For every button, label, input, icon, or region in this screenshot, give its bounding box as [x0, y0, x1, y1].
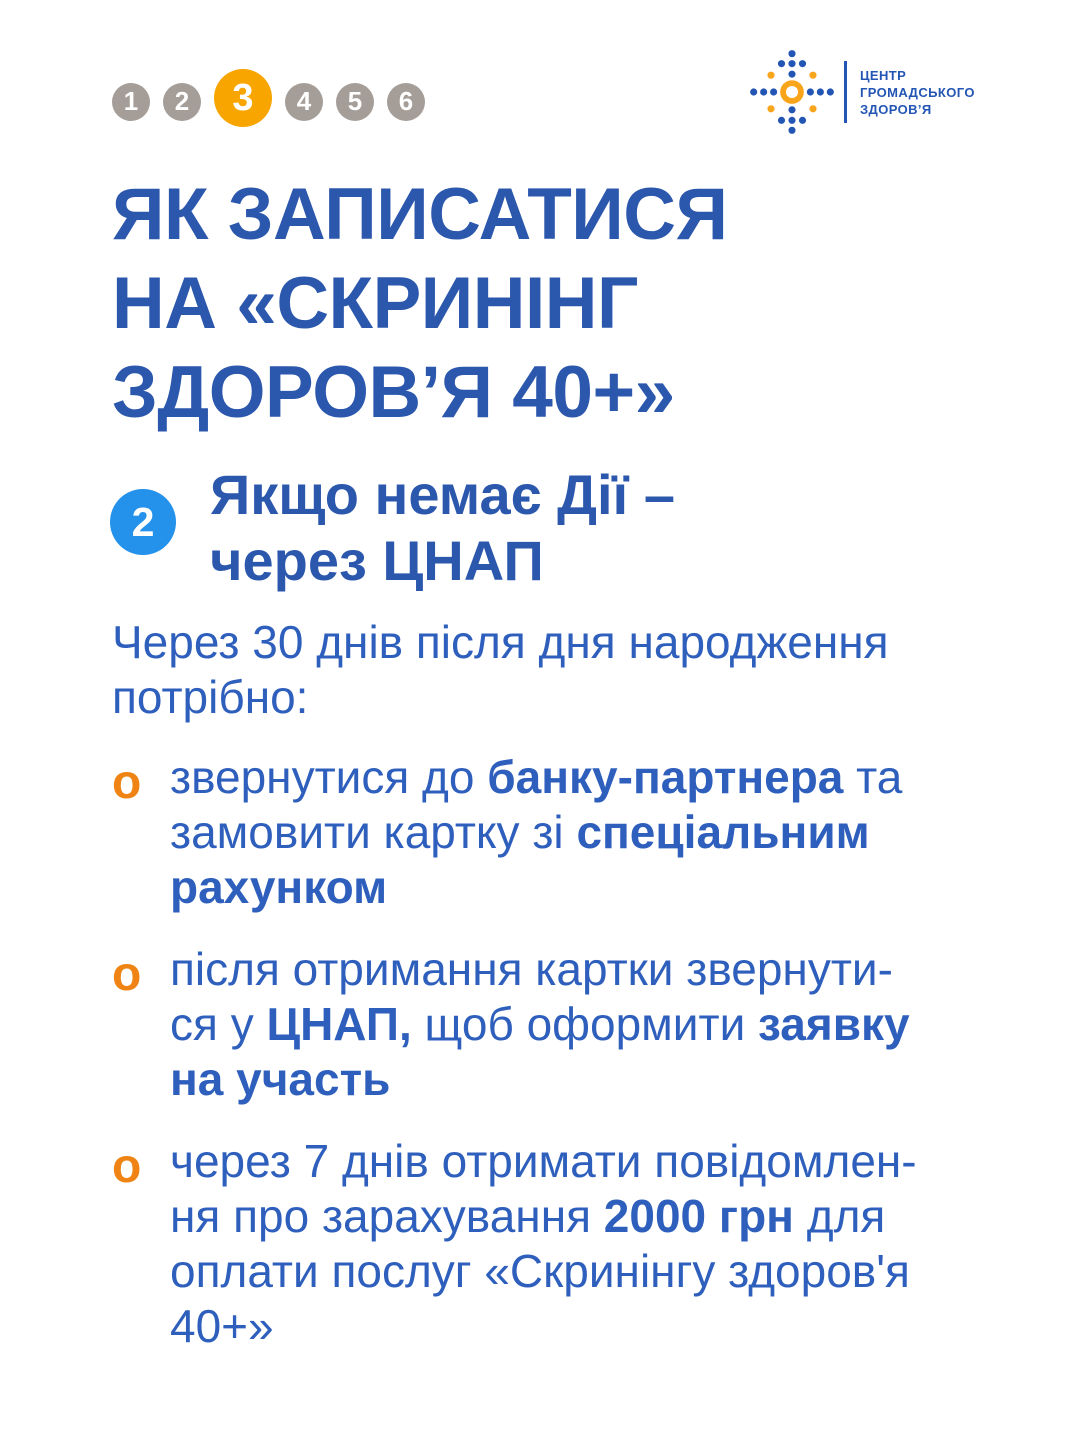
pagination-dot-1: 1: [112, 83, 150, 121]
bullet-item-3: [112, 1134, 917, 1354]
bullet-item-2: [112, 942, 917, 1107]
logo-wordmark: ЦЕНТР ГРОМАДСЬКОГО ЗДОРОВ’Я: [860, 67, 975, 117]
pagination-dot-6: 6: [387, 83, 425, 121]
pagination-dot-4: 4: [285, 83, 323, 121]
bullet-text: звернутися до банку-партнера та замовити картку зі спеціальним рахунком: [170, 751, 903, 913]
bullet-marker-icon: o: [112, 948, 142, 1001]
pagination-dot-5: 5: [336, 83, 374, 121]
pagination-dot-3: 3: [214, 69, 272, 127]
page-title: ЯК ЗАПИСАТИСЯ НА «СКРИНІНГ ЗДОРОВ’Я 40+»: [112, 174, 728, 433]
logo-separator: [844, 61, 847, 123]
intro-text: Через 30 днів після дня народження потрібно:: [112, 616, 889, 723]
bullet-marker-icon: o: [112, 1140, 142, 1193]
bullet-item-1: [112, 750, 917, 915]
bullet-list: [112, 750, 917, 1381]
logo-dots-icon: [750, 50, 834, 134]
logo: [750, 50, 975, 134]
bullet-marker-icon: o: [112, 756, 142, 809]
bullet-text: після отримання картки звернути- ся у ЦНАП, щоб оформити заявку на участь: [170, 943, 910, 1105]
pagination-dot-2: 2: [163, 83, 201, 121]
step-heading: Якщо немає Дії – через ЦНАП: [210, 463, 676, 592]
pagination: [112, 68, 425, 128]
bullet-text: через 7 днів отримати повідомлен- ня про зарахування 2000 грн для оплати послуг «Скринінгу здоров'я 40+»: [170, 1135, 917, 1352]
step-number-badge: 2: [110, 489, 176, 555]
